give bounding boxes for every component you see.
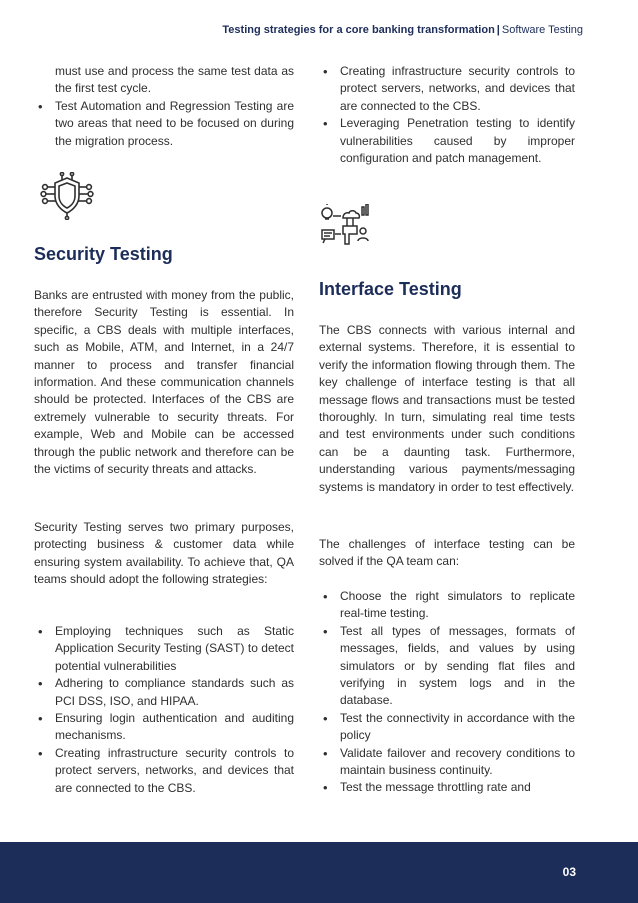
list-item: • Creating infrastructure security controls to protect servers, networks, and devices that are connected to the CBS. [34,745,294,797]
interface-paragraph-2: The challenges of interface testing can be solved if the QA team can: [319,537,575,569]
footer-bar [0,842,638,903]
list-item: must use and process the same test data as the first test cycle. [55,64,294,96]
list-item: • Ensuring login authentication and auditing mechanisms. [34,710,294,745]
running-header [222,24,583,36]
list-item: • Test Automation and Regression Testing are two areas that need to be focused on during the migration process. [34,98,294,150]
interface-network-icon [319,204,371,250]
interface-actions-list [319,588,575,797]
list-item: • Leveraging Penetration testing to identify vulnerabilities caused by improper configuration and patch management. [319,115,575,167]
list-item: • Creating infrastructure security controls to protect servers, networks, and devices that are connected to the CBS. [319,63,575,115]
list-item: • Choose the right simulators to replicate real-time testing. [319,588,575,623]
list-item: • Test the message throttling rate and [319,779,575,796]
shield-circuit-icon [40,172,94,220]
header-separator: | [496,24,500,36]
page-number: 03 [562,865,576,879]
list-item: • Employing techniques such as Static Application Security Testing (SAST) to detect potential vulnerabilities [34,623,294,675]
header-section: Software Testing [501,24,583,36]
right-continued-list [319,63,575,167]
list-item: • Adhering to compliance standards such as PCI DSS, ISO, and HIPAA. [34,675,294,710]
left-continued-list [34,63,294,150]
list-item: • Test the connectivity in accordance with the policy [319,710,575,745]
list-item: • Test all types of messages, formats of messages, fields, and values by using simulators or by sending flat files and verifying in system logs and in the database. [319,623,575,710]
security-strategies-list [34,623,294,797]
section-heading-security: Security Testing [34,244,173,264]
header-title: Testing strategies for a core banking transformation [222,24,495,36]
interface-paragraph-1: The CBS connects with various internal and external systems. Therefore, it is essential to verify the information flowing through them. The key challenge of interface testing is that all message flows and transactions must be tested thoroughly. In turn, simulating real time tests and test environments under such conditions can be a daunting task. Furthermore, understanding various payments/messaging systems is mandatory in order to test effectively. [319,323,575,494]
list-item: • Validate failover and recovery conditions to maintain business continuity. [319,745,575,780]
security-paragraph-2: Security Testing serves two primary purposes, protecting business & customer data while ensuring system availability. To achieve that, QA teams should adopt the following strategies: [34,520,294,587]
section-heading-interface: Interface Testing [319,279,462,299]
security-paragraph-1: Banks are entrusted with money from the public, therefore Security Testing is essential. In specific, a CBS deals with multiple interfaces, such as Mobile, ATM, and Internet, in a 24/7 manner to process and transfer financial information. And these communication channels should be protected. Interfaces of the CBS are extremely vulnerable to security threats. For example, Web and Mobile can be accessed through the public network and therefore can be the victims of security threats and attacks. [34,288,294,477]
